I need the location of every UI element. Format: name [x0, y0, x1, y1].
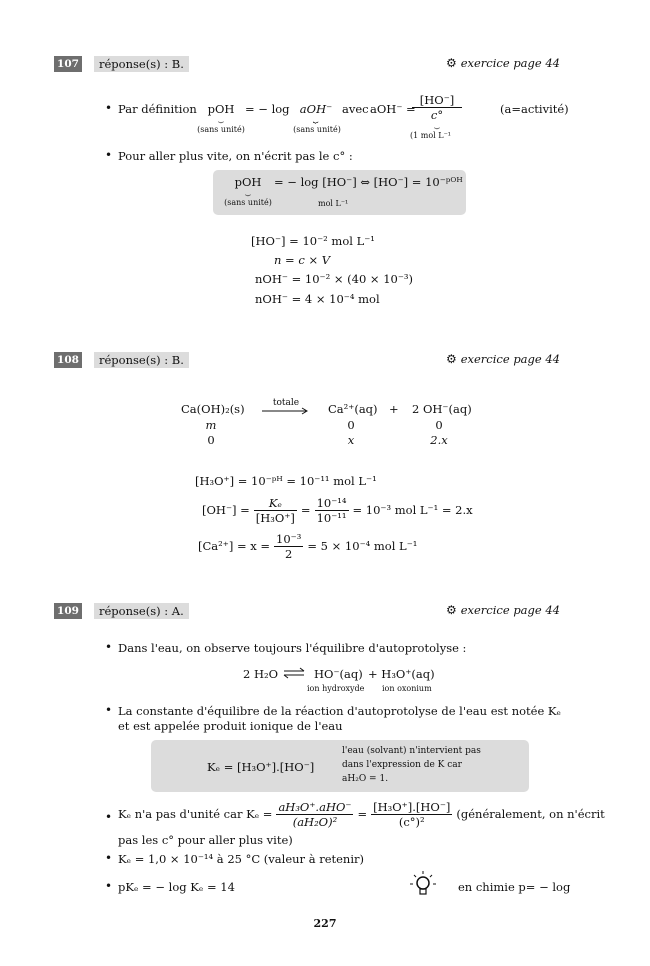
frac-num: [H₃O⁺].[HO⁻] — [373, 799, 451, 814]
b3-start: Kₑ n'a pas d'unité car Kₑ = — [118, 807, 273, 821]
c-standard: c° — [430, 108, 444, 122]
oh-equation — [202, 492, 473, 528]
exercise-number-108: 108 — [54, 352, 82, 368]
box-sans-unite: (sans unité) — [224, 198, 272, 207]
gears-icon: ⚙ — [445, 603, 457, 617]
table-cell: m — [205, 418, 217, 432]
bullet-text-3 — [118, 796, 605, 832]
activity-ratio-fraction — [276, 800, 353, 829]
plus-sign: + — [389, 402, 399, 416]
poh-text: pOH — [234, 175, 262, 189]
exercise-ref-109[interactable] — [446, 603, 560, 617]
underbrace-icon: ⏟ — [245, 187, 251, 197]
table-cell: 2.x — [430, 433, 448, 447]
bullet-text-3-cont: pas les c° pour aller plus vite) — [118, 833, 293, 847]
bullet-dot: • — [105, 810, 113, 824]
arrow-label: totale — [272, 398, 300, 408]
page-number: 227 — [313, 917, 337, 930]
eq-plus-h3o: + H₃O⁺(aq) — [368, 667, 435, 681]
ho-conc: [HO⁻] — [412, 93, 462, 108]
ca-fraction — [274, 532, 303, 561]
ion-hydroxyde-label: ion hydroxyde — [307, 684, 365, 693]
quick-text: Pour aller plus vite, on n'écrit pas le c° : — [118, 149, 353, 163]
ion-oxonium-label: ion oxonium — [382, 684, 432, 693]
a-oh-text: aOH⁻ — [299, 102, 333, 116]
poh-symbol — [200, 102, 242, 122]
table-cell: 0 — [435, 418, 443, 432]
tip-text: en chimie p= − log — [458, 880, 571, 894]
note-line: dans l'expression de K car — [342, 760, 462, 770]
table-cell: x — [347, 433, 355, 447]
eq-ho: HO⁻(aq) — [314, 667, 363, 681]
ca-left: [Ca²⁺] = x = — [198, 539, 271, 553]
bullet-text-4: Kₑ = 1,0 × 10⁻¹⁴ à 25 °C (valeur à retenir) — [118, 852, 365, 866]
table-cell: 0 — [207, 433, 215, 447]
underbrace-icon: ⏟ — [218, 114, 224, 124]
frac-den: 10⁻¹¹ — [316, 510, 347, 525]
reaction-arrow-icon — [262, 404, 308, 418]
lightbulb-icon — [408, 870, 438, 903]
exercise-ref-108[interactable] — [446, 352, 560, 366]
product-1: Ca²⁺(aq) — [328, 402, 378, 416]
underbrace-icon: ⏟ — [434, 120, 440, 130]
avec-word: avec — [342, 102, 369, 116]
frac-den: (aH₂O)² — [292, 814, 338, 829]
a-oh-eq: aOH⁻ = — [370, 102, 416, 116]
table-cell: 0 — [347, 418, 355, 432]
underbrace-icon: ⏟ — [313, 114, 319, 124]
box-equation: = − log [HO⁻] ⇔ [HO⁻] = 10⁻ᵖᴼᴴ — [274, 175, 463, 189]
box-poh — [228, 175, 268, 195]
ke-box-note — [342, 744, 481, 786]
eq-left: 2 H₂O — [243, 667, 279, 681]
bullet-dot: • — [105, 148, 113, 162]
exercise-ref-text: exercice page 44 — [460, 56, 560, 70]
value-fraction — [315, 496, 349, 525]
gears-icon: ⚙ — [445, 56, 457, 70]
calc-line-4: nOH⁻ = 4 × 10⁻⁴ mol — [255, 292, 380, 306]
frac-den: [H₃O⁺] — [255, 510, 295, 525]
equals-sign: = — [357, 807, 368, 821]
calc-line-1: [HO⁻] = 10⁻² mol L⁻¹ — [251, 234, 375, 248]
b3-end: (généralement, on n'écrit — [456, 807, 605, 821]
calc-line-3: nOH⁻ = 10⁻² × (40 × 10⁻³) — [255, 272, 414, 286]
ke-fraction — [254, 496, 297, 525]
poh-text: pOH — [207, 102, 235, 116]
exercise-ref-text: exercice page 44 — [460, 603, 560, 617]
exercise-ref-text: exercice page 44 — [460, 352, 560, 366]
exercise-ref-107[interactable] — [446, 56, 560, 70]
a-oh — [298, 102, 334, 122]
note-line: aH₂O = 1. — [342, 774, 389, 784]
oh-right: = 10⁻³ mol L⁻¹ = 2.x — [352, 503, 473, 517]
frac-num: 10⁻³ — [276, 531, 302, 546]
ke-formula: Kₑ = [H₃O⁺].[HO⁻] — [207, 760, 315, 774]
reactant: Ca(OH)₂(s) — [181, 402, 245, 416]
sans-unite-2: (sans unité) — [293, 125, 341, 134]
product-2: 2 OH⁻(aq) — [412, 402, 472, 416]
exercise-number-107: 107 — [54, 56, 82, 72]
conc-ratio-fraction — [371, 800, 452, 829]
frac-den: (c°)² — [398, 814, 425, 829]
exercise-number-109: 109 — [54, 603, 82, 619]
minus-log: = − log — [245, 102, 290, 116]
one-mol-label: (1 mol L⁻¹ — [410, 131, 451, 140]
frac-num: aH₃O⁺.aHO⁻ — [278, 799, 352, 814]
calc-line-2: n = c × V — [274, 253, 331, 267]
equals-sign: = — [300, 503, 311, 517]
bullet-dot: • — [105, 879, 113, 893]
frac-den: 2 — [285, 546, 293, 561]
def-intro: Par définition — [118, 102, 197, 116]
answer-label-109: réponse(s) : A. — [94, 603, 189, 619]
bullet-text-1: Dans l'eau, on observe toujours l'équilibre d'autoprotolyse : — [118, 641, 467, 655]
answer-label-108: réponse(s) : B. — [94, 352, 189, 368]
frac-num: Kₑ — [254, 496, 297, 511]
sans-unite-1: (sans unité) — [197, 125, 245, 134]
ca-equation — [198, 528, 417, 564]
bullet-dot: • — [105, 703, 113, 717]
answer-label-107: réponse(s) : B. — [94, 56, 189, 72]
bullet-text-5: pKₑ = − log Kₑ = 14 — [118, 880, 235, 894]
bullet-text-2: La constante d'équilibre de la réaction d'autoprotolyse de l'eau est notée Kₑ et est appelée produit ionique de l'eau — [118, 704, 561, 733]
bullet-dot: • — [105, 851, 113, 865]
bullet-dot: • — [105, 101, 113, 115]
h3o-equation: [H₃O⁺] = 10⁻ᵖᴴ = 10⁻¹¹ mol L⁻¹ — [195, 474, 377, 488]
bullet-dot: • — [105, 640, 113, 654]
gears-icon: ⚙ — [445, 352, 457, 366]
note-line: l'eau (solvant) n'intervient pas — [342, 746, 481, 756]
activity-fraction — [412, 93, 462, 128]
activity-note: (a=activité) — [500, 102, 569, 116]
box-mol-l: mol L⁻¹ — [318, 199, 349, 208]
frac-num: 10⁻¹⁴ — [316, 495, 347, 510]
ca-right: = 5 × 10⁻⁴ mol L⁻¹ — [307, 539, 418, 553]
equilibrium-arrow-icon — [283, 667, 305, 682]
oh-left: [OH⁻] = — [202, 503, 250, 517]
